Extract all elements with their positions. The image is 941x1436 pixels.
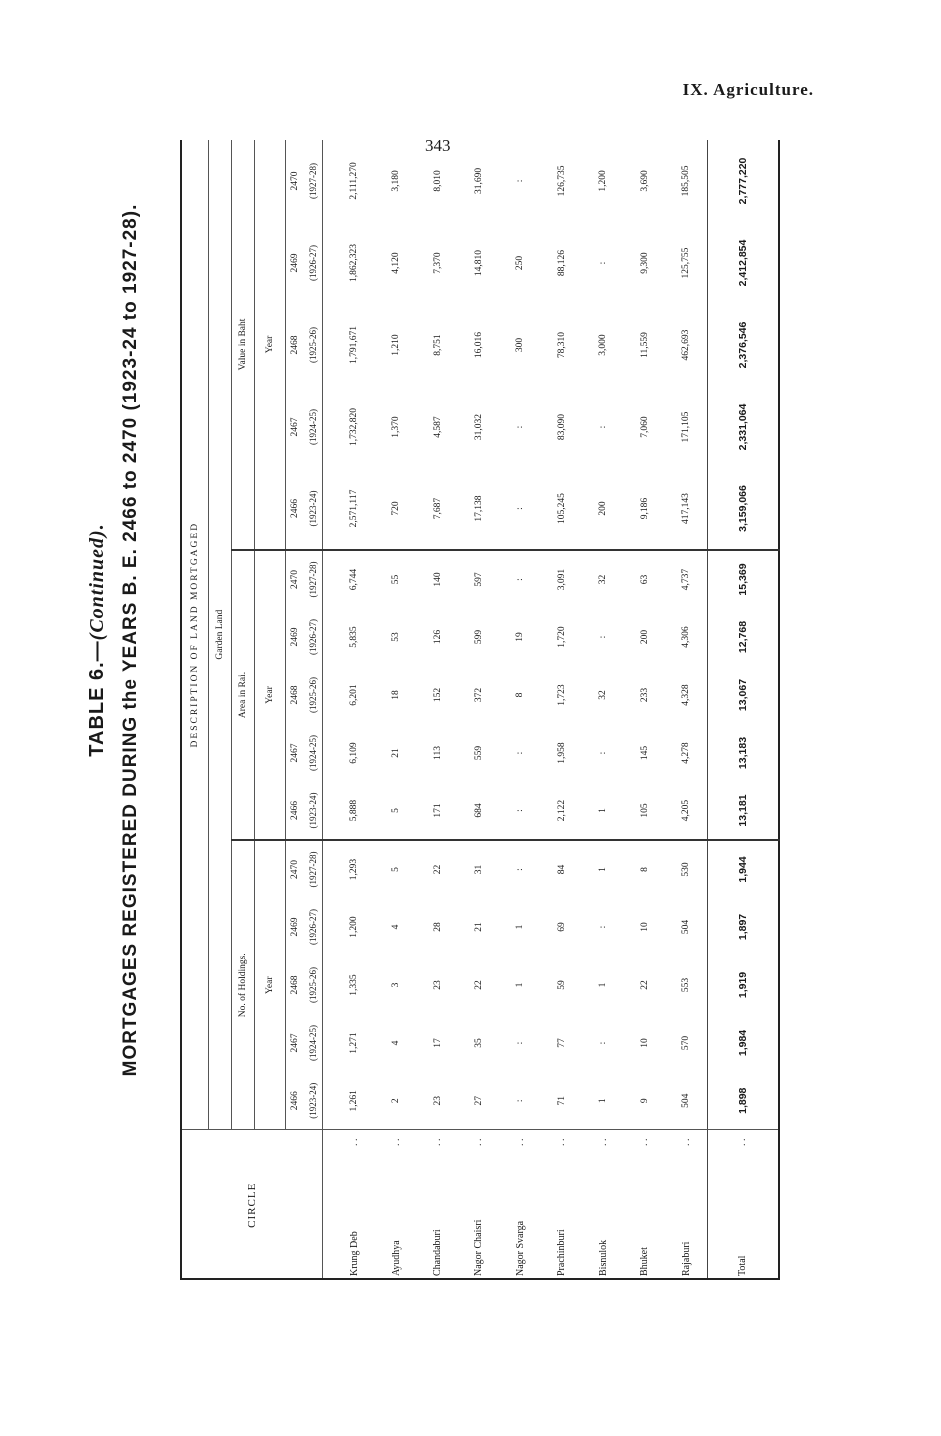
holdings-cell: 28 (432, 922, 443, 932)
year-code: 2467 (290, 417, 300, 437)
area-cell: 4,278 (681, 742, 692, 764)
area-cell: 55 (391, 574, 402, 585)
year-code: 2469 (290, 253, 300, 273)
holdings-cell: 570 (681, 1035, 692, 1051)
year-code: 2469 (290, 627, 300, 647)
table-row (323, 140, 376, 1280)
circle-label: Rajaburi (680, 1241, 692, 1276)
holdings-cell: 1,335 (349, 974, 360, 996)
year-code: 2466 (286, 468, 305, 550)
leader-dots: . . (390, 1138, 402, 1146)
holdings-cell: 22 (639, 980, 650, 990)
value-cell: 8,751 (432, 334, 443, 356)
area-cell: 21 (391, 748, 402, 758)
table-row (458, 140, 499, 1280)
value-cell: 185,505 (681, 165, 692, 197)
table-title (80, 85, 114, 1195)
holdings-cell: 5 (391, 867, 402, 872)
circle-name (541, 1130, 582, 1280)
circle-label: Prachinburi (556, 1229, 568, 1276)
area-cell: 13,181 (707, 782, 779, 840)
value-cell: : (500, 468, 541, 550)
holdings-cell: 69 (556, 922, 567, 932)
holdings-cell: 1,261 (323, 1072, 376, 1130)
circle-name (583, 1130, 624, 1280)
year-period: (1926-27) (304, 608, 323, 666)
holdings-year-label: Year (255, 840, 286, 1130)
year-code: 2468 (290, 335, 300, 355)
area-cell: 5,888 (323, 782, 376, 840)
value-cell: 105,245 (541, 468, 582, 550)
leader-dots: . . (514, 1138, 526, 1146)
holdings-cell: 17 (432, 1038, 443, 1048)
circle-header: CIRCLE (181, 1130, 323, 1280)
holdings-cell: 1,919 (707, 956, 779, 1014)
area-cell: 559 (473, 745, 484, 761)
total-label (707, 1130, 779, 1280)
holdings-cell: 504 (681, 919, 692, 935)
total-row (707, 140, 779, 1280)
year-period: (1924-25) (304, 386, 323, 468)
table-row (375, 140, 416, 1280)
year-period: (1923-24) (304, 468, 323, 550)
leader-dots: . . (639, 1138, 651, 1146)
value-cell: 200 (583, 468, 624, 550)
area-cell: 4,205 (665, 782, 707, 840)
circle-name (417, 1130, 458, 1280)
holdings-cell: : (515, 1041, 526, 1045)
table-title-block (80, 85, 150, 1195)
leader-dots: . . (680, 1138, 692, 1146)
value-cell: 4,587 (432, 416, 443, 438)
area-cell: : (515, 578, 526, 581)
area-cell: 15,369 (707, 550, 779, 608)
year-code: 2468 (290, 685, 300, 705)
value-cell: 9,186 (624, 468, 665, 550)
year-period: (1923-24) (304, 782, 323, 840)
leader-dots: . . (556, 1138, 568, 1146)
value-cell: 125,755 (681, 247, 692, 279)
garden-land-header: Garden Land (209, 140, 232, 1130)
area-cell: 12,768 (707, 608, 779, 666)
value-cell: 1,732,820 (349, 408, 360, 446)
circle-label: Krung Deb (348, 1231, 360, 1276)
area-cell: 4,306 (681, 626, 692, 648)
mortgage-table-rotated (180, 157, 780, 1280)
holdings-cell: 9 (624, 1072, 665, 1130)
year-code: 2467 (290, 1033, 300, 1053)
value-cell: 31,032 (473, 413, 484, 441)
value-cell: 11,559 (639, 332, 650, 358)
table-row (417, 140, 458, 1280)
leader-dots: . . (597, 1138, 609, 1146)
value-cell: 4,120 (391, 252, 402, 274)
value-cell: 126,735 (556, 165, 567, 197)
value-cell: : (598, 425, 609, 429)
value-cell: 1,791,671 (349, 326, 360, 364)
value-cell: 7,687 (417, 468, 458, 550)
value-cell: 3,180 (391, 170, 402, 192)
holdings-cell: 553 (681, 977, 692, 993)
table-row (583, 140, 624, 1280)
area-cell: 2,122 (541, 782, 582, 840)
holdings-cell: 2 (375, 1072, 416, 1130)
holdings-cell: 1,898 (707, 1072, 779, 1130)
area-cell: : (598, 635, 609, 639)
table-row (624, 140, 665, 1280)
circle-name (624, 1130, 665, 1280)
holdings-cell: 21 (473, 922, 484, 932)
holdings-cell: 8 (639, 867, 650, 872)
holdings-cell: : (598, 925, 609, 929)
year-code: 2466 (286, 1072, 305, 1130)
circle-label: Ayudhya (390, 1240, 402, 1276)
area-cell: 8 (515, 692, 526, 698)
holdings-cell: : (515, 868, 526, 871)
circle-label: Bisnulok (597, 1239, 609, 1276)
holdings-cell: 1,293 (349, 858, 360, 881)
holdings-cell: 35 (473, 1038, 484, 1048)
year-code: 2467 (290, 743, 300, 763)
leader-dots: . . (348, 1138, 360, 1146)
table-left-rule (180, 1278, 780, 1280)
description-header: DESCRIPTION OF LAND MORTGAGED (181, 140, 209, 1130)
value-cell: 14,810 (473, 249, 484, 277)
circle-name (375, 1130, 416, 1280)
area-cell: 5,835 (349, 626, 360, 648)
area-cell: 105 (624, 782, 665, 840)
value-cell: 7,370 (432, 252, 443, 274)
table-head (181, 140, 323, 1280)
mortgage-table (180, 140, 780, 1280)
year-period: (1925-26) (304, 956, 323, 1014)
value-cell: 2,777,220 (707, 140, 779, 222)
table-subtitle: MORTGAGES REGISTERED DURING the YEARS B. E. 2466 to 2470 (1923-24 to 1927-28). (120, 203, 141, 1077)
area-cell: : (598, 751, 609, 755)
value-cell: 3,690 (639, 170, 650, 192)
year-period: (1927-28) (304, 140, 323, 222)
holdings-cell: 1 (598, 982, 609, 988)
value-cell: 1,370 (391, 416, 402, 438)
year-period: (1924-25) (304, 1014, 323, 1072)
area-cell: 126 (432, 629, 443, 645)
holdings-cell: 23 (417, 1072, 458, 1130)
circle-name (323, 1130, 376, 1280)
table-row (665, 140, 707, 1280)
area-cell: 113 (432, 746, 443, 760)
value-cell: 8,010 (432, 170, 443, 192)
area-cell: 32 (598, 574, 609, 585)
holdings-cell: 1,897 (707, 898, 779, 956)
year-code: 2468 (290, 975, 300, 995)
holdings-cell: 10 (639, 1038, 650, 1048)
value-cell: 3,000 (598, 334, 609, 356)
circle-label: Bhuket (639, 1247, 651, 1276)
value-cell: 417,143 (665, 468, 707, 550)
area-cell: 372 (473, 687, 484, 703)
page-number: 343 (425, 136, 451, 155)
value-cell: 83,090 (556, 413, 567, 441)
area-cell: 6,201 (349, 684, 360, 706)
value-cell: 250 (515, 255, 526, 271)
value-year-label: Year (255, 140, 286, 550)
value-cell: : (598, 261, 609, 265)
area-cell: 6,744 (349, 568, 360, 591)
holdings-header: No. of Holdings. (232, 840, 255, 1130)
holdings-cell: 10 (639, 922, 650, 932)
year-period: (1926-27) (304, 898, 323, 956)
holdings-cell: 1,200 (349, 916, 360, 938)
area-cell: 4,737 (681, 568, 692, 591)
holdings-cell: 1,944 (707, 840, 779, 898)
holdings-cell: 530 (681, 862, 692, 877)
value-cell: 171,105 (681, 411, 692, 443)
area-cell: 32 (598, 690, 609, 700)
area-cell: 200 (639, 629, 650, 645)
area-cell: 13,183 (707, 724, 779, 782)
table-row (500, 140, 541, 1280)
year-period: (1926-27) (304, 222, 323, 304)
value-cell: 3,159,066 (707, 468, 779, 550)
leader-dots: . . (737, 1138, 749, 1146)
area-cell: 1 (583, 782, 624, 840)
holdings-cell: 1,271 (349, 1032, 360, 1054)
value-cell: : (515, 425, 526, 429)
area-cell: 171 (417, 782, 458, 840)
year-period: (1924-25) (304, 724, 323, 782)
area-cell: 1,958 (556, 742, 567, 764)
area-cell: 145 (639, 745, 650, 761)
year-code: 2469 (290, 917, 300, 937)
area-cell: 597 (473, 572, 484, 587)
area-cell: 3,091 (556, 568, 567, 591)
year-code: 2470 (290, 171, 300, 191)
area-header: Area in Rai. (232, 550, 255, 840)
value-cell: : (515, 179, 526, 183)
value-cell: 78,310 (556, 331, 567, 359)
year-period: (1927-28) (304, 840, 323, 898)
circle-label: Chandaburi (432, 1229, 444, 1276)
area-cell: 684 (458, 782, 499, 840)
table-row (541, 140, 582, 1280)
area-cell: 599 (473, 629, 484, 645)
table-body (323, 140, 780, 1280)
area-cell: 6,109 (349, 742, 360, 764)
holdings-cell: 59 (556, 980, 567, 990)
holdings-cell: 23 (432, 980, 443, 990)
area-cell: 4,328 (681, 684, 692, 706)
area-cell: 63 (639, 574, 650, 585)
holdings-cell: 22 (432, 864, 443, 875)
year-period: (1923-24) (304, 1072, 323, 1130)
value-cell: 2,412,854 (707, 222, 779, 304)
value-cell: 462,693 (681, 329, 692, 361)
circle-name (665, 1130, 707, 1280)
leader-dots: . . (473, 1138, 485, 1146)
holdings-cell: 504 (665, 1072, 707, 1130)
area-cell: 140 (432, 572, 443, 587)
year-code-row (286, 140, 305, 1280)
year-period: (1925-26) (304, 666, 323, 724)
holdings-cell: 1 (515, 982, 526, 988)
area-cell: 1,720 (556, 626, 567, 648)
value-cell: 17,138 (458, 468, 499, 550)
year-code: 2470 (290, 860, 300, 879)
value-cell: 16,016 (473, 331, 484, 359)
value-cell: 2,376,546 (707, 304, 779, 386)
value-cell: 720 (375, 468, 416, 550)
holdings-cell: 1 (515, 924, 526, 930)
area-cell: 152 (432, 687, 443, 703)
holdings-cell: 22 (473, 980, 484, 990)
circle-label: Nagor Chaisri (473, 1219, 485, 1276)
value-cell: 2,111,270 (349, 162, 360, 200)
value-cell: 31,690 (473, 167, 484, 195)
holdings-cell: 31 (473, 864, 484, 875)
holdings-cell: : (500, 1072, 541, 1130)
value-cell: 9,300 (639, 252, 650, 274)
area-cell: 13,067 (707, 666, 779, 724)
area-cell: : (515, 751, 526, 755)
year-period: (1927-28) (304, 550, 323, 608)
value-header: Value in Baht (232, 140, 255, 550)
area-cell: 233 (639, 687, 650, 703)
year-code: 2466 (286, 782, 305, 840)
holdings-cell: 1 (598, 867, 609, 872)
circle-label: Total (737, 1255, 749, 1276)
holdings-cell: 4 (391, 924, 402, 930)
holdings-cell: 1 (583, 1072, 624, 1130)
table-number: TABLE 6.— (86, 640, 108, 757)
year-code: 2470 (290, 570, 300, 589)
value-cell: 88,126 (556, 249, 567, 277)
value-cell: 2,331,064 (707, 386, 779, 468)
area-cell: 5 (375, 782, 416, 840)
holdings-cell: 27 (458, 1072, 499, 1130)
circle-label: Nagor Svarga (514, 1220, 526, 1276)
continued-note: (Continued). (86, 523, 108, 641)
value-cell: 1,210 (391, 334, 402, 356)
area-cell: : (500, 782, 541, 840)
section-heading: IX. Agriculture. (682, 80, 814, 99)
holdings-cell: : (598, 1041, 609, 1045)
leader-dots: . . (432, 1138, 444, 1146)
holdings-cell: 84 (556, 864, 567, 875)
value-cell: 1,200 (598, 170, 609, 192)
area-year-label: Year (255, 550, 286, 840)
value-cell: 7,060 (639, 416, 650, 438)
holdings-cell: 3 (391, 982, 402, 988)
year-period: (1925-26) (304, 304, 323, 386)
holdings-cell: 77 (556, 1038, 567, 1048)
value-cell: 1,862,323 (349, 244, 360, 282)
holdings-cell: 1,984 (707, 1014, 779, 1072)
area-cell: 18 (391, 690, 402, 700)
value-cell: 2,571,117 (323, 468, 376, 550)
area-cell: 19 (515, 632, 526, 642)
year-period-row (304, 140, 323, 1280)
holdings-cell: 4 (391, 1040, 402, 1046)
circle-name (500, 1130, 541, 1280)
value-cell: 300 (515, 337, 526, 353)
holdings-cell: 71 (541, 1072, 582, 1130)
area-cell: 53 (391, 632, 402, 642)
area-cell: 1,723 (556, 684, 567, 706)
circle-name (458, 1130, 499, 1280)
